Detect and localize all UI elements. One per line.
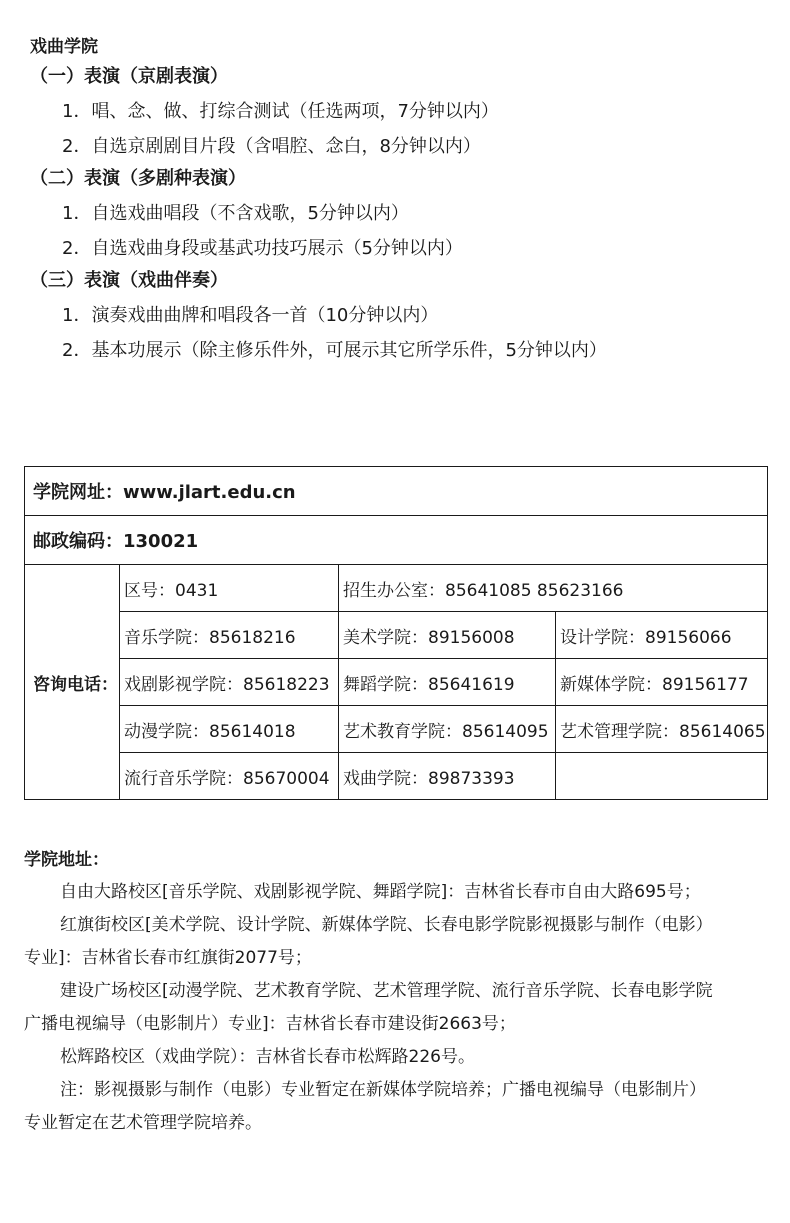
list-item: 2．自选戏曲身段或基武功技巧展示（5分钟以内）	[62, 238, 463, 259]
phone-cell: 艺术教育学院：85614095	[339, 706, 556, 753]
empty-cell	[556, 753, 768, 800]
phone-cell: 舞蹈学院：85641619	[339, 659, 556, 706]
address-line: 松辉路校区（戏曲学院）：吉林省长春市松辉路226号。	[60, 1047, 475, 1067]
list-item: 2．基本功展示（除主修乐件外，可展示其它所学乐件，5分钟以内）	[62, 340, 607, 361]
list-item: 1．自选戏曲唱段（不含戏歌，5分钟以内）	[62, 203, 409, 224]
phone-cell: 流行音乐学院：85670004	[120, 753, 339, 800]
address-line: 建设广场校区[动漫学院、艺术教育学院、艺术管理学院、流行音乐学院、长春电影学院	[60, 981, 713, 1001]
address-line: 红旗街校区[美术学院、设计学院、新媒体学院、长春电影学院影视摄影与制作（电影）	[60, 915, 713, 935]
sub-heading-1: （一）表演（京剧表演）	[30, 66, 228, 87]
section-title: 戏曲学院	[30, 37, 98, 57]
address-title: 学院地址：	[24, 850, 109, 870]
list-item: 1．唱、念、做、打综合测试（任选两项，7分钟以内）	[62, 101, 499, 122]
sub-heading-3: （三）表演（戏曲伴奏）	[30, 270, 228, 291]
phone-cell: 动漫学院：85614018	[120, 706, 339, 753]
address-line: 专业]：吉林省长春市红旗街2077号；	[24, 948, 312, 968]
postcode-value: 130021	[123, 531, 199, 552]
phone-cell: 新媒体学院：89156177	[556, 659, 768, 706]
website-row	[25, 467, 768, 516]
admissions-office-phone: 招生办公室：85641085 85623166	[339, 565, 768, 612]
phone-cell: 音乐学院：85618216	[120, 612, 339, 659]
contact-info-table	[24, 466, 768, 800]
postcode-row	[25, 516, 768, 565]
phone-cell: 美术学院：89156008	[339, 612, 556, 659]
postcode-label: 邮政编码：	[33, 531, 123, 552]
sub-heading-2: （二）表演（多剧种表演）	[30, 168, 246, 189]
address-line: 自由大路校区[音乐学院、戏剧影视学院、舞蹈学院]：吉林省长春市自由大路695号；	[60, 882, 701, 902]
website-label: 学院网址：	[33, 482, 123, 503]
note-line: 专业暂定在艺术管理学院培养。	[24, 1113, 262, 1133]
phone-cell: 戏剧影视学院：85618223	[120, 659, 339, 706]
phone-label: 咨询电话：	[25, 565, 120, 800]
list-item: 2．自选京剧剧目片段（含唱腔、念白，8分钟以内）	[62, 136, 481, 157]
list-item: 1．演奏戏曲曲牌和唱段各一首（10分钟以内）	[62, 305, 439, 326]
phone-cell: 戏曲学院：89873393	[339, 753, 556, 800]
area-code: 区号：0431	[120, 565, 339, 612]
phone-cell: 艺术管理学院：85614065	[556, 706, 768, 753]
note-line: 注：影视摄影与制作（电影）专业暂定在新媒体学院培养；广播电视编导（电影制片）	[60, 1080, 706, 1100]
phone-cell: 设计学院：89156066	[556, 612, 768, 659]
address-line: 广播电视编导（电影制片）专业]：吉林省长春市建设街2663号；	[24, 1014, 516, 1034]
website-link[interactable]: www.jlart.edu.cn	[123, 482, 296, 503]
